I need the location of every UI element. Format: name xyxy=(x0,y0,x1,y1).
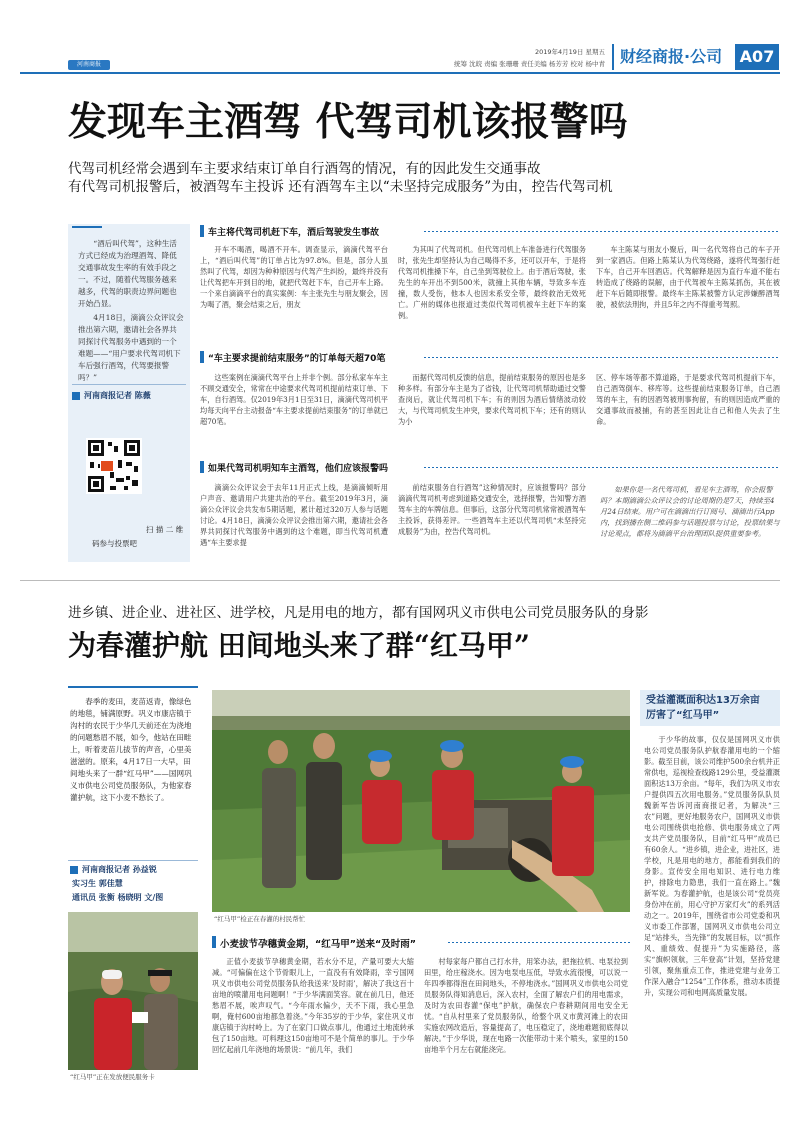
article1-subhead-1: 代驾司机经常会遇到车主要求结束订单自行酒驾的情况，有的因此发生交通事故 xyxy=(68,161,541,177)
editor-credits: 统筹 沈皖 责编 张珊珊 责任美编 杨芳芳 校对 杨中青 xyxy=(454,60,605,68)
sec1-title-rule xyxy=(424,231,780,232)
article1-sec1-col1: 开车不喝酒，喝酒不开车。调查显示，滴滴代驾平台上，“酒后叫代驾”的订单占比为97.8%。但是，部分人虽然叫了代驾，却因为种种原因与代驾产生纠纷，最终并没有让代驾把车开到目的地，就把代驾赶下车，自己开车上路。一个来自滴滴平台的真实案例：车主张先生与朋友聚会，因为喝了酒，聚会结束之后，朋友 xyxy=(200,245,388,309)
qr-caption-line-1: 扫 描 二 维 xyxy=(146,525,184,534)
sidebar-divider xyxy=(72,384,186,385)
reporter-mark-icon xyxy=(72,392,80,400)
box-title-line-2: 厉害了“红马甲” xyxy=(646,710,720,721)
article2-byline-3: 通讯员 张衡 杨晓明 文/图 xyxy=(72,893,164,902)
article1-sec1-col3: 车主陈某与朋友小聚后，叫一名代驾将自己的车子开到一家酒店。但路上陈某认为代驾绕路，遂将代驾强行赶下车，自己开车回酒店。代驾解释是因为直行车道不能右转造成了绕路的误解，由于代驾被车主陈某抓伤，其在被赶下车后随即报警。最终车主陈某被警方认定涉嫌醉酒驾驶，被依法刑拘，并且5年之内不得重考驾照。 xyxy=(596,245,780,309)
article2-lead-rule xyxy=(68,686,198,688)
article1-sec2-col1: 这些案例在滴滴代驾平台上并非个例。部分私家车车主不顾交通安全，常常在中途要求代驾司机提前结束订单、下车，自行酒驾。仅2019年3月1日至31日，滴滴代驾司机平均每天向平台主动报备“车主要求提前结束服务”的订单就已超70笔。 xyxy=(200,373,388,426)
article2-sec1-rule xyxy=(448,942,630,943)
article2-sec1-col1: 正值小麦拔节孕穗黄金期，若水分不足，产量可要大大缩减。“可偏偏在这个节骨眼儿上，一直没有有效降雨，幸亏国网巩义市供电公司党员服务队给我送来‘及时雨’，解决了我这百十亩地的喷灌用电问题啊！”于少华满面笑容。就在前几日，他还愁眉不展，唉声叹气。“今年雨水偏少，天不下雨，我心里急啊，俺村600亩地都急着浇。”今年35岁的于少华，家住巩义市康店镇于沟村岭上。为了在家门口做点事儿，他通过土地流转承包了150亩地。可料理这150亩地可不是个简单的事儿。于少华回忆起前几年浇地的场景说：“前几年，我们 xyxy=(212,957,414,1054)
article1-sec3-col2: 前结束服务自行酒驾”这种情况时，应该报警吗？部分滴滴代驾司机考虑到道路交通安全，选择报警，告知警方酒驾车主的车牌信息。但事后，这部分代驾司机常常被酒驾车主投诉，获得差评。一些酒驾车主还以代驾司机“未坚持完成服务”为由，控告代驾司机。 xyxy=(398,483,586,536)
sec2-title-mark xyxy=(200,351,204,363)
byline-mark-icon xyxy=(70,866,78,874)
article2-sec1-title: 小麦拔节孕穗黄金期，“红马甲”送来“及时雨” xyxy=(220,939,416,950)
page-number: A07 xyxy=(735,44,779,70)
sidebar-lead-1: “酒后叫代驾”，这种生活方式已经成为治理酒驾、降低交通事故发生率的有效手段之一。不过，随着代驾服务越来越多，代驾的职责边界问题也开始凸显。 xyxy=(78,239,177,308)
article1-sec2-col3: 区、停车场等都不算道路，于是要求代驾司机提前下车，自己酒驾倒车、移库等。这些提前结束服务订单，自己酒驾的车主，有的因酒驾被刑事拘留，有的则因造成严重的交通事故而被捕，有的甚至因此让自己和他人失去了生命。 xyxy=(596,373,780,426)
photo1-caption: “红马甲”正在发放便民服务卡 xyxy=(70,1073,155,1081)
issue-date: 2019年4月19日 星期五 xyxy=(534,48,605,56)
article1-sec1-col2: 为其叫了代驾司机。但代驾司机上车准备进行代驾服务时，张先生却坚持认为自己喝得不多，还可以开车，于是将代驾司机推搡下车，自己坐到驾驶位上。由于酒后驾驶，张先生的车开出不到500米，就撞上其他车辆，导致多车连撞，数人受伤，他本人也因未系安全带，最终救治无效死亡。广州的媒体也报道过类似代驾司机被车主赶下车的案例。 xyxy=(398,245,586,320)
article1-sec3-title: 如果代驾司机明知车主酒驾，他们应该报警吗 xyxy=(208,464,389,474)
sec2-title-rule xyxy=(424,357,780,358)
qr-caption-line-2: 码参与投票吧 xyxy=(92,539,137,548)
article2-box-text: 于少华的故事，仅仅是国网巩义市供电公司党员服务队护航春灌用电的一个缩影。截至目前，该公司维护500余台机井正常供电，巡视检查线路129公里，受益灌溉面积达13万余亩。“每年，我们为巩义市农户提供四五次用电服务。”党员服务队队员魏新军告诉河南商报记者，为解决“三农”问题，更好地服务农户，国网巩义市供电公司围绕供电抢修、供电服务成立了两支共产党员服务队，目前“红马甲”成员已有60余人。“进乡镇，进企业，进社区，进学校，凡是用电的地方，都能看到我们的身影。宣传安全用电知识、进行电力维护，排除电力隐患，我们一直在路上。”魏新军说。为春灌护航，也是该公司“党员亮身份冲在前，用心守护万家灯火”的系列活动之一。2019年，围绕省市公司党委和巩义市委工作部署，国网巩义市供电公司立足“站排头，当先锋”的发展目标，以“抓作风、重绩效、促提升”为实施路径，落实“旗帜领航，三年登高”计划，坚持党建引领，聚焦重点工作，推进党建与业务工作深入融合“1254”工作体系，推动本质提升，实现公司和电网高质量发展。 xyxy=(644,735,780,997)
masthead-meta xyxy=(420,46,605,70)
article2-subhead: 进乡镇、进企业、进社区、进学校，凡是用电的地方，都有国网巩义市供电公司党员服务队的身影 xyxy=(68,605,649,621)
newspaper-logo: 河南商报 xyxy=(68,60,110,70)
article2-lead: 春季的麦田，麦苗返青，像绿色的地毯，铺满原野。巩义市康店镇于沟村的农民于少华几天前还在为浇地的问题愁眉不展，如今，他站在田畦上，听着麦苗儿拔节的声音，心里美滋滋的。原来，4月17日一大早，田间地头来了一群“红马甲”——国网巩义市供电公司党员服务队，为他家春灌护航，这下小麦不愁长了。 xyxy=(70,697,192,802)
sec1-title-mark xyxy=(200,225,204,237)
distributing-cards-photo xyxy=(68,912,198,1070)
sidebar-lead-2: 4月18日，滴滴公众评议会推出第六期，邀请社会各界共同探讨代驾服务中遇到的一个难题——“用户要求代驾司机下车后强行酒驾，代驾要报警吗？” xyxy=(78,313,184,382)
qr-logo-icon xyxy=(100,460,114,472)
article2-box-title xyxy=(640,690,780,726)
article-divider xyxy=(20,580,780,581)
article2-byline-rule xyxy=(68,860,198,861)
article2-headline: 为春灌护航 田间地头来了群“红马甲” xyxy=(68,629,530,662)
sec3-title-rule xyxy=(424,467,780,468)
article2-byline-2: 实习生 郭佳慧 xyxy=(72,879,123,888)
irrigation-field-photo xyxy=(212,690,630,912)
qr-code-icon[interactable] xyxy=(86,438,142,494)
photo2-caption: “红马甲”检正在春灌的村民帮忙 xyxy=(214,915,306,923)
article2-sec1-col2: 村每家每户都自己打水井，用笨办法，把拖拉机、电泵拉到田里，给庄稼浇水。因为电泵电压低，导致水流很慢，可以说一年四季都得泡在田间地头，不停地浇水。”国网巩义市供电公司党员服务队得知消息后，深入农村，全面了解农户们的用电需求，及时为农田春灌“保电”护航，确保农户春耕期间用电安全无忧。“自从村里来了党员服务队，给整个巩义市黄河滩上的农田实施农网改造后，容量提高了，电压稳定了，浇地难题彻底得以解决。”于少华说，现在电路一次能带动十来个喷头，家里的150亩地半个月左右就能浇完。 xyxy=(424,957,628,1054)
article1-reporter: 河南商报记者 陈薇 xyxy=(84,391,151,400)
article2-byline-1: 河南商报记者 孙益锐 xyxy=(82,865,157,874)
box-title-line-1: 受益灌溉面积达13万余亩 xyxy=(646,695,760,706)
article1-sec2-col2: 而据代驾司机反馈的信息，提前结束服务的原因也是多种多样。有部分车主是为了省钱，让代驾司机帮助通过交警查岗后，就让代驾司机下车；有的则因为酒后情绪波动较大，与代驾司机发生冲突，要求代驾司机下车；还有的则认为小 xyxy=(398,373,586,426)
article1-sec1-title: 车主将代驾司机赶下车，酒后驾驶发生事故 xyxy=(208,228,380,238)
article2-sec1-title-mark xyxy=(212,936,216,948)
header-rule xyxy=(20,72,780,74)
sec3-title-mark xyxy=(200,461,204,473)
article1-headline: 发现车主酒驾 代驾司机该报警吗 xyxy=(68,99,628,145)
article1-sec3-col1: 滴滴公众评议会于去年11月正式上线，是滴滴倾听用户声音、邀请用户共建共治的平台。截至2019年3月，滴滴公众评议会共发布5期话题，累计超过320万人参与话题讨论。4月18日，滴滴公众评议会推出第六期，邀请社会各界共同探讨代驾服务中遇到的这个难题，即当代驾司机遭遇“车主要求提 xyxy=(200,483,388,547)
article1-reader-note: 如果你是一名代驾司机，看见车主酒驾，你会报警吗？本期滴滴公众评议会的讨论周期仍是7天，持续至4月24日结束。用户可在滴滴出行订阅号、滴滴出行App内，找到播在侧二维码参与话题投票与讨论，投票结果与讨论观点，都将为滴滴平台治理团队提供重要参考。 xyxy=(600,485,780,538)
sidebar-accent xyxy=(72,226,102,228)
article1-sec2-title: “车主要求提前结束服务”的订单每天超70笔 xyxy=(208,354,386,364)
section-label: 财经商报·公司 xyxy=(612,44,732,70)
article1-subhead-2: 有代驾司机报警后，被酒驾车主投诉 还有酒驾车主以“未坚持完成服务”为由，控告代驾司机 xyxy=(68,179,613,195)
